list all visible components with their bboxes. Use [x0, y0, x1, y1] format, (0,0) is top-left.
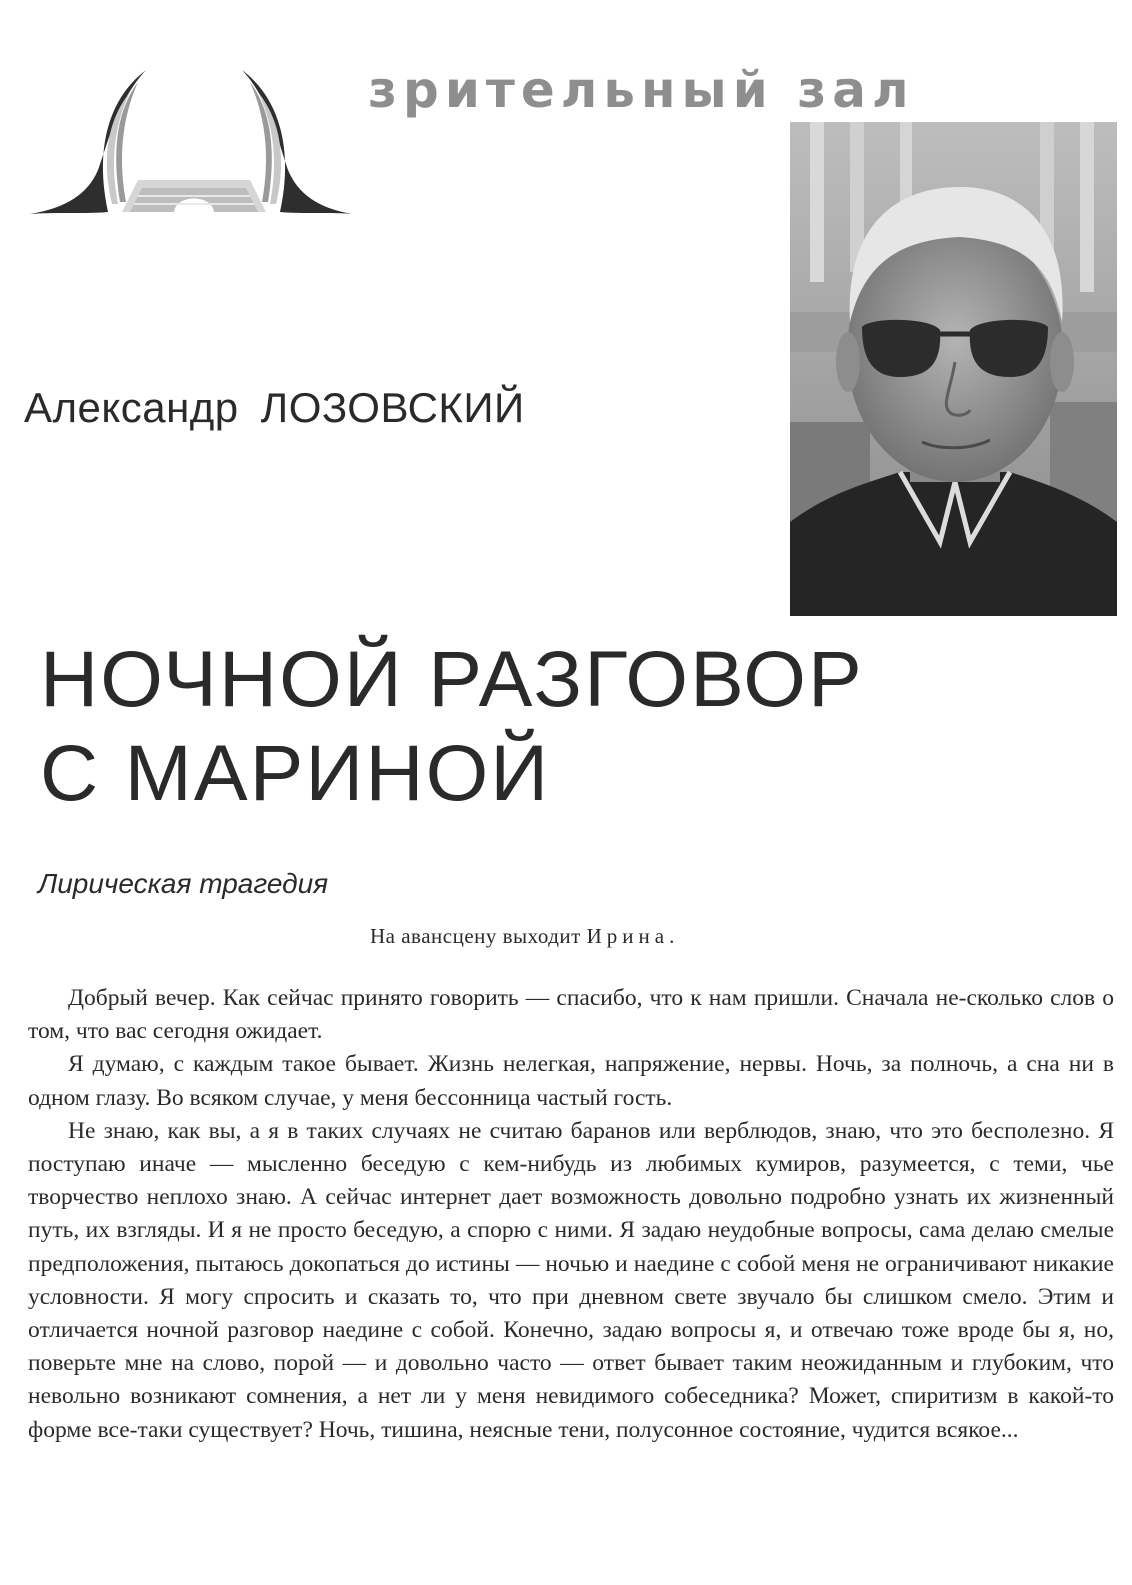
monologue-text	[28, 982, 1114, 1447]
author-last-name: ЛОЗОВСКИЙ	[260, 384, 525, 431]
genre-subtitle: Лирическая трагедия	[38, 868, 329, 899]
paragraph-1: Добрый вечер. Как сейчас принято говорить — спасибо, что к нам пришли. Сначала не-сколько слов о том, что вас сегодня ожидает.	[28, 985, 1114, 1045]
theatre-logo-icon	[26, 62, 356, 227]
author-name	[24, 384, 525, 432]
play-title-line-1: НОЧНОЙ РАЗГОВОР	[40, 634, 864, 723]
paragraph-3: Не знаю, как вы, а я в таких случаях не считаю баранов или верблюдов, знаю, что это бесполезно. Я поступаю иначе — мысленно беседую с кем-нибудь из любимых кумиров, разумеется, с теми, чье творчество неплохо знаю. А сейчас интернет дает возможность довольно подробно узнать их жизненный путь, их взгляды. И я не просто беседую, а спорю с ними. Я задаю неудобные вопросы, сама делаю смелые предположения, пытаюсь докопаться до истины — ночью и наедине с собой меня не ограничивают никакие условности. Я могу спросить и сказать то, что при дневном свете звучало бы слишком смело. Этим и отличается ночной разговор наедине с собой. Конечно, задаю вопросы я, и отвечаю тоже вроде бы я, но, поверьте мне на слово, порой — и довольно часто — ответ бывает таким неожиданным и глубоким, что невольно возникают сомнения, а нет ли у меня невидимого собеседника? Может, спиритизм в какой-то форме все-таки существует? Ночь, тишина, неясные тени, полусонное состояние, чудится всякое...	[28, 1117, 1114, 1443]
author-first-name: Александр	[24, 384, 239, 431]
paragraph-2: Я думаю, с каждым такое бывает. Жизнь нелегкая, напряжение, нервы. Ночь, за полночь, а сна ни в одном глазу. Во всяком случае, у меня бессонница частый гость.	[28, 1051, 1114, 1111]
stage-direction	[370, 924, 675, 949]
play-title	[40, 632, 938, 820]
section-title: зрительный зал	[368, 61, 915, 119]
play-title-line-2: С МАРИНОЙ	[40, 728, 551, 817]
stage-direction-character: Ирина	[586, 924, 670, 948]
stage-direction-text: На авансцену выходит	[370, 924, 581, 948]
stage-direction-end: .	[669, 924, 675, 948]
author-photo	[790, 122, 1117, 616]
